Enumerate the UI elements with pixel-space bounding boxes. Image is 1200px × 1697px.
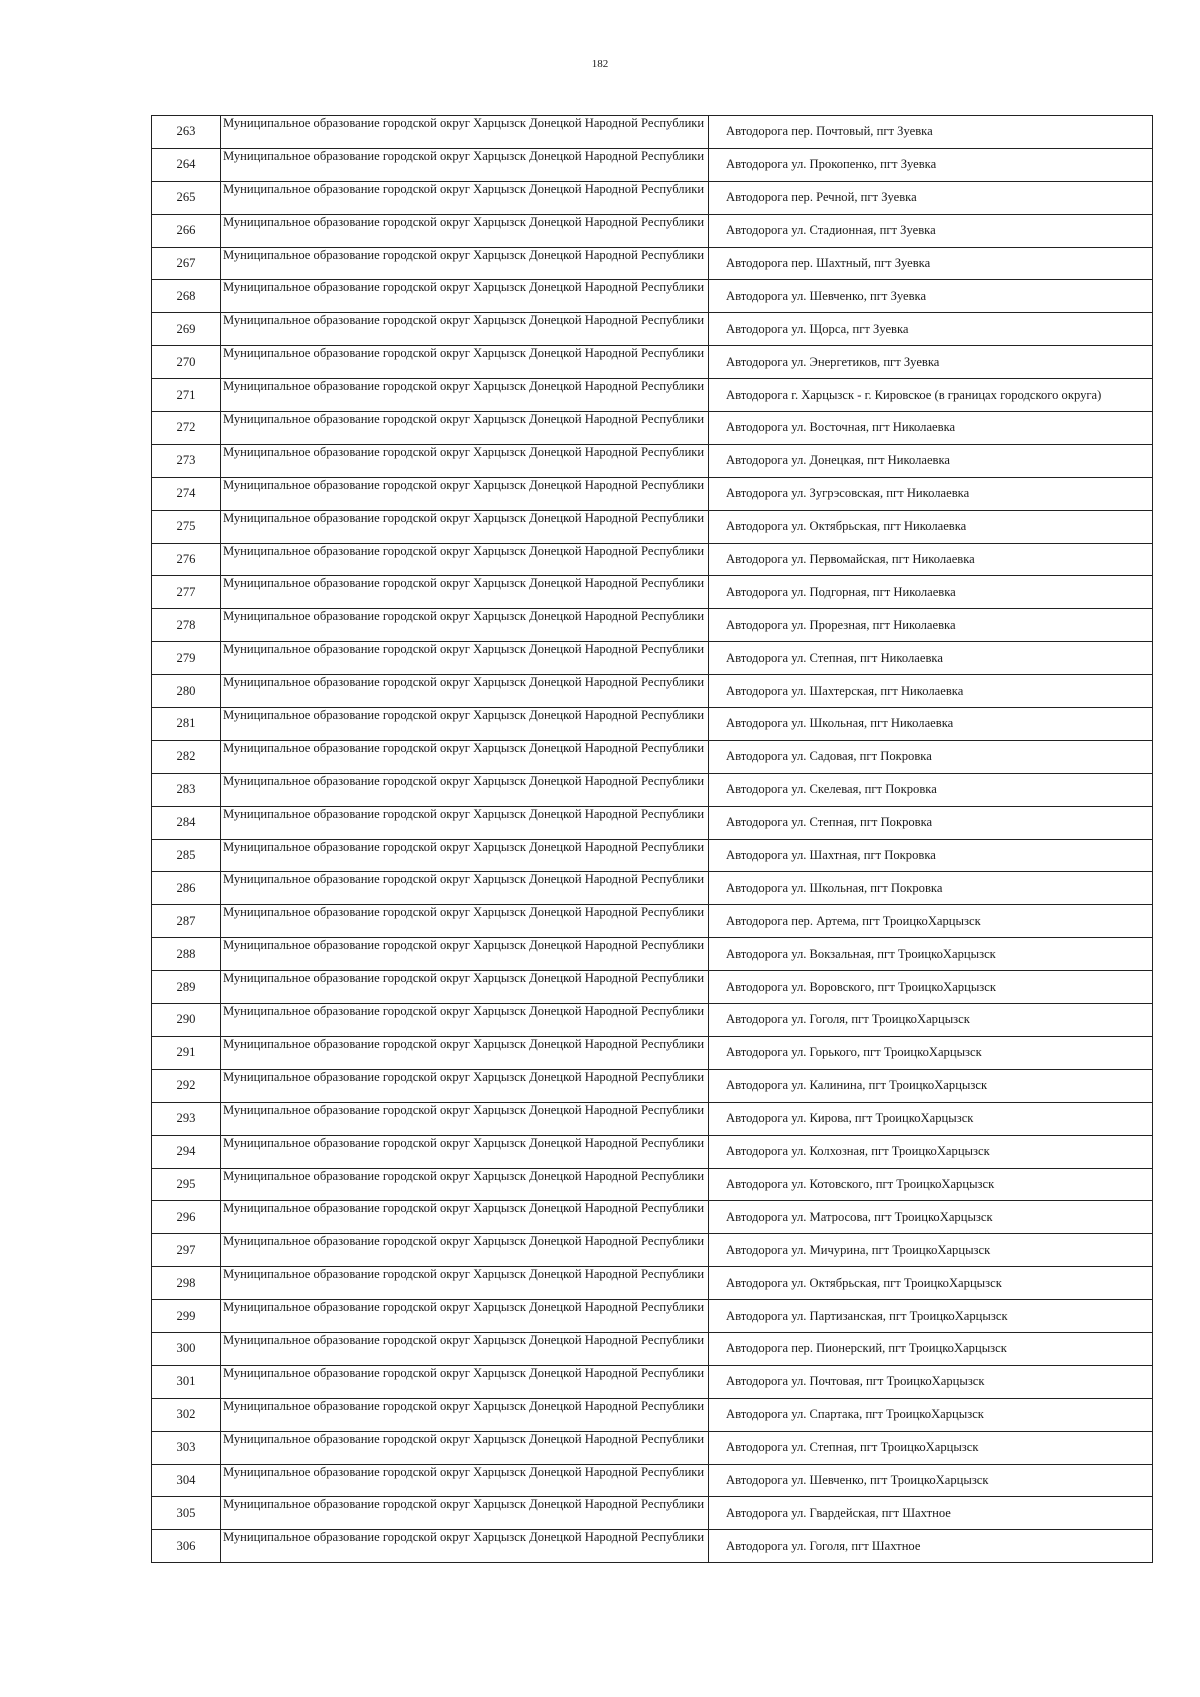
row-number-cell: 304 bbox=[152, 1464, 221, 1497]
road-name-cell: Автодорога ул. Школьная, пгт Николаевка bbox=[709, 708, 1153, 741]
row-number-cell: 300 bbox=[152, 1332, 221, 1365]
municipality-cell: Муниципальное образование городской округ Харцызск Донецкой Народной Республики bbox=[221, 905, 709, 938]
road-name-cell: Автодорога ул. Партизанская, пгт ТроицкоХарцызск bbox=[709, 1300, 1153, 1333]
municipality-cell: Муниципальное образование городской округ Харцызск Донецкой Народной Республики bbox=[221, 971, 709, 1004]
row-number-cell: 271 bbox=[152, 379, 221, 412]
road-name-cell: Автодорога ул. Скелевая, пгт Покровка bbox=[709, 773, 1153, 806]
row-number-cell: 267 bbox=[152, 247, 221, 280]
row-number-cell: 272 bbox=[152, 412, 221, 445]
table-row bbox=[152, 1036, 1153, 1069]
row-number-cell: 299 bbox=[152, 1300, 221, 1333]
table-row bbox=[152, 675, 1153, 708]
table-row bbox=[152, 1069, 1153, 1102]
row-number-cell: 305 bbox=[152, 1497, 221, 1530]
row-number-cell: 306 bbox=[152, 1530, 221, 1563]
row-number-cell: 298 bbox=[152, 1267, 221, 1300]
row-number-cell: 302 bbox=[152, 1398, 221, 1431]
table-row bbox=[152, 510, 1153, 543]
road-name-cell: Автодорога ул. Степная, пгт Николаевка bbox=[709, 642, 1153, 675]
row-number-cell: 279 bbox=[152, 642, 221, 675]
municipality-cell: Муниципальное образование городской округ Харцызск Донецкой Народной Республики bbox=[221, 642, 709, 675]
municipality-cell: Муниципальное образование городской округ Харцызск Донецкой Народной Республики bbox=[221, 1069, 709, 1102]
row-number-cell: 290 bbox=[152, 1004, 221, 1037]
road-registry-table bbox=[151, 115, 1153, 1563]
municipality-cell: Муниципальное образование городской округ Харцызск Донецкой Народной Республики bbox=[221, 1201, 709, 1234]
road-name-cell: Автодорога ул. Восточная, пгт Николаевка bbox=[709, 412, 1153, 445]
municipality-cell: Муниципальное образование городской округ Харцызск Донецкой Народной Республики bbox=[221, 412, 709, 445]
row-number-cell: 278 bbox=[152, 609, 221, 642]
municipality-cell: Муниципальное образование городской округ Харцызск Донецкой Народной Республики bbox=[221, 214, 709, 247]
row-number-cell: 277 bbox=[152, 576, 221, 609]
table-row bbox=[152, 313, 1153, 346]
road-name-cell: Автодорога ул. Прокопенко, пгт Зуевка bbox=[709, 148, 1153, 181]
municipality-cell: Муниципальное образование городской округ Харцызск Донецкой Народной Республики bbox=[221, 1004, 709, 1037]
road-name-cell: Автодорога ул. Воровского, пгт ТроицкоХарцызск bbox=[709, 971, 1153, 1004]
road-name-cell: Автодорога ул. Почтовая, пгт ТроицкоХарцызск bbox=[709, 1365, 1153, 1398]
road-name-cell: Автодорога ул. Гоголя, пгт Шахтное bbox=[709, 1530, 1153, 1563]
road-name-cell: Автодорога ул. Степная, пгт ТроицкоХарцызск bbox=[709, 1431, 1153, 1464]
row-number-cell: 288 bbox=[152, 938, 221, 971]
municipality-cell: Муниципальное образование городской округ Харцызск Донецкой Народной Республики bbox=[221, 938, 709, 971]
road-name-cell: Автодорога ул. Шевченко, пгт ТроицкоХарцызск bbox=[709, 1464, 1153, 1497]
row-number-cell: 291 bbox=[152, 1036, 221, 1069]
table-row bbox=[152, 1431, 1153, 1464]
road-name-cell: Автодорога ул. Октябрьская, пгт ТроицкоХарцызск bbox=[709, 1267, 1153, 1300]
table-row bbox=[152, 905, 1153, 938]
municipality-cell: Муниципальное образование городской округ Харцызск Донецкой Народной Республики bbox=[221, 444, 709, 477]
table-row bbox=[152, 1530, 1153, 1563]
municipality-cell: Муниципальное образование городской округ Харцызск Донецкой Народной Республики bbox=[221, 1234, 709, 1267]
table-row bbox=[152, 1168, 1153, 1201]
row-number-cell: 266 bbox=[152, 214, 221, 247]
road-name-cell: Автодорога ул. Стадионная, пгт Зуевка bbox=[709, 214, 1153, 247]
municipality-cell: Муниципальное образование городской округ Харцызск Донецкой Народной Республики bbox=[221, 1497, 709, 1530]
table-row bbox=[152, 1300, 1153, 1333]
row-number-cell: 264 bbox=[152, 148, 221, 181]
table-row bbox=[152, 740, 1153, 773]
road-name-cell: Автодорога ул. Шевченко, пгт Зуевка bbox=[709, 280, 1153, 313]
row-number-cell: 280 bbox=[152, 675, 221, 708]
table-row bbox=[152, 642, 1153, 675]
road-name-cell: Автодорога пер. Речной, пгт Зуевка bbox=[709, 181, 1153, 214]
table-row bbox=[152, 346, 1153, 379]
row-number-cell: 274 bbox=[152, 477, 221, 510]
road-name-cell: Автодорога ул. Шахтная, пгт Покровка bbox=[709, 839, 1153, 872]
row-number-cell: 289 bbox=[152, 971, 221, 1004]
table-row bbox=[152, 1102, 1153, 1135]
municipality-cell: Муниципальное образование городской округ Харцызск Донецкой Народной Республики bbox=[221, 1168, 709, 1201]
road-name-cell: Автодорога ул. Октябрьская, пгт Николаевка bbox=[709, 510, 1153, 543]
row-number-cell: 283 bbox=[152, 773, 221, 806]
road-name-cell: Автодорога ул. Колхозная, пгт ТроицкоХарцызск bbox=[709, 1135, 1153, 1168]
row-number-cell: 301 bbox=[152, 1365, 221, 1398]
table-body bbox=[152, 116, 1153, 1563]
municipality-cell: Муниципальное образование городской округ Харцызск Донецкой Народной Республики bbox=[221, 1300, 709, 1333]
row-number-cell: 293 bbox=[152, 1102, 221, 1135]
road-name-cell: Автодорога ул. Спартака, пгт ТроицкоХарцызск bbox=[709, 1398, 1153, 1431]
row-number-cell: 284 bbox=[152, 806, 221, 839]
road-name-cell: Автодорога ул. Зугрэсовская, пгт Николаевка bbox=[709, 477, 1153, 510]
row-number-cell: 294 bbox=[152, 1135, 221, 1168]
road-name-cell: Автодорога пер. Пионерский, пгт ТроицкоХарцызск bbox=[709, 1332, 1153, 1365]
table-row bbox=[152, 543, 1153, 576]
municipality-cell: Муниципальное образование городской округ Харцызск Донецкой Народной Республики bbox=[221, 510, 709, 543]
table-row bbox=[152, 938, 1153, 971]
municipality-cell: Муниципальное образование городской округ Харцызск Донецкой Народной Республики bbox=[221, 576, 709, 609]
road-name-cell: Автодорога ул. Подгорная, пгт Николаевка bbox=[709, 576, 1153, 609]
road-name-cell: Автодорога ул. Садовая, пгт Покровка bbox=[709, 740, 1153, 773]
row-number-cell: 287 bbox=[152, 905, 221, 938]
road-name-cell: Автодорога ул. Кирова, пгт ТроицкоХарцызск bbox=[709, 1102, 1153, 1135]
municipality-cell: Муниципальное образование городской округ Харцызск Донецкой Народной Республики bbox=[221, 1332, 709, 1365]
row-number-cell: 297 bbox=[152, 1234, 221, 1267]
municipality-cell: Муниципальное образование городской округ Харцызск Донецкой Народной Республики bbox=[221, 872, 709, 905]
table-row bbox=[152, 806, 1153, 839]
table-row bbox=[152, 379, 1153, 412]
municipality-cell: Муниципальное образование городской округ Харцызск Донецкой Народной Республики bbox=[221, 740, 709, 773]
road-name-cell: Автодорога ул. Шахтерская, пгт Николаевка bbox=[709, 675, 1153, 708]
table-row bbox=[152, 1135, 1153, 1168]
table-row bbox=[152, 1365, 1153, 1398]
municipality-cell: Муниципальное образование городской округ Харцызск Донецкой Народной Республики bbox=[221, 280, 709, 313]
municipality-cell: Муниципальное образование городской округ Харцызск Донецкой Народной Республики bbox=[221, 1365, 709, 1398]
table-row bbox=[152, 773, 1153, 806]
road-name-cell: Автодорога ул. Котовского, пгт ТроицкоХарцызск bbox=[709, 1168, 1153, 1201]
row-number-cell: 296 bbox=[152, 1201, 221, 1234]
row-number-cell: 285 bbox=[152, 839, 221, 872]
municipality-cell: Муниципальное образование городской округ Харцызск Донецкой Народной Республики bbox=[221, 708, 709, 741]
municipality-cell: Муниципальное образование городской округ Харцызск Донецкой Народной Республики bbox=[221, 806, 709, 839]
municipality-cell: Муниципальное образование городской округ Харцызск Донецкой Народной Республики bbox=[221, 116, 709, 149]
municipality-cell: Муниципальное образование городской округ Харцызск Донецкой Народной Республики bbox=[221, 148, 709, 181]
municipality-cell: Муниципальное образование городской округ Харцызск Донецкой Народной Республики bbox=[221, 1267, 709, 1300]
road-name-cell: Автодорога ул. Калинина, пгт ТроицкоХарцызск bbox=[709, 1069, 1153, 1102]
road-name-cell: Автодорога ул. Вокзальная, пгт ТроицкоХарцызск bbox=[709, 938, 1153, 971]
municipality-cell: Муниципальное образование городской округ Харцызск Донецкой Народной Республики bbox=[221, 379, 709, 412]
municipality-cell: Муниципальное образование городской округ Харцызск Донецкой Народной Республики bbox=[221, 1431, 709, 1464]
municipality-cell: Муниципальное образование городской округ Харцызск Донецкой Народной Республики bbox=[221, 1135, 709, 1168]
municipality-cell: Муниципальное образование городской округ Харцызск Донецкой Народной Республики bbox=[221, 346, 709, 379]
row-number-cell: 270 bbox=[152, 346, 221, 379]
row-number-cell: 273 bbox=[152, 444, 221, 477]
table-row bbox=[152, 708, 1153, 741]
municipality-cell: Муниципальное образование городской округ Харцызск Донецкой Народной Республики bbox=[221, 839, 709, 872]
row-number-cell: 282 bbox=[152, 740, 221, 773]
table-row bbox=[152, 444, 1153, 477]
municipality-cell: Муниципальное образование городской округ Харцызск Донецкой Народной Республики bbox=[221, 543, 709, 576]
table-row bbox=[152, 148, 1153, 181]
municipality-cell: Муниципальное образование городской округ Харцызск Донецкой Народной Республики bbox=[221, 313, 709, 346]
road-name-cell: Автодорога ул. Щорса, пгт Зуевка bbox=[709, 313, 1153, 346]
municipality-cell: Муниципальное образование городской округ Харцызск Донецкой Народной Республики bbox=[221, 1464, 709, 1497]
table-row bbox=[152, 1234, 1153, 1267]
road-name-cell: Автодорога г. Харцызск - г. Кировское (в границах городского округа) bbox=[709, 379, 1153, 412]
row-number-cell: 268 bbox=[152, 280, 221, 313]
municipality-cell: Муниципальное образование городской округ Харцызск Донецкой Народной Республики bbox=[221, 1036, 709, 1069]
road-name-cell: Автодорога ул. Прорезная, пгт Николаевка bbox=[709, 609, 1153, 642]
row-number-cell: 281 bbox=[152, 708, 221, 741]
road-name-cell: Автодорога ул. Первомайская, пгт Николаевка bbox=[709, 543, 1153, 576]
road-name-cell: Автодорога ул. Степная, пгт Покровка bbox=[709, 806, 1153, 839]
page-number: 182 bbox=[591, 58, 609, 70]
table-row bbox=[152, 1267, 1153, 1300]
road-name-cell: Автодорога пер. Шахтный, пгт Зуевка bbox=[709, 247, 1153, 280]
row-number-cell: 269 bbox=[152, 313, 221, 346]
table-row bbox=[152, 839, 1153, 872]
table-row bbox=[152, 280, 1153, 313]
row-number-cell: 265 bbox=[152, 181, 221, 214]
table-row bbox=[152, 1004, 1153, 1037]
row-number-cell: 275 bbox=[152, 510, 221, 543]
municipality-cell: Муниципальное образование городской округ Харцызск Донецкой Народной Республики bbox=[221, 609, 709, 642]
table-row bbox=[152, 214, 1153, 247]
road-name-cell: Автодорога ул. Гвардейская, пгт Шахтное bbox=[709, 1497, 1153, 1530]
municipality-cell: Муниципальное образование городской округ Харцызск Донецкой Народной Республики bbox=[221, 1530, 709, 1563]
table-row bbox=[152, 971, 1153, 1004]
row-number-cell: 292 bbox=[152, 1069, 221, 1102]
table-row bbox=[152, 1464, 1153, 1497]
municipality-cell: Муниципальное образование городской округ Харцызск Донецкой Народной Республики bbox=[221, 675, 709, 708]
municipality-cell: Муниципальное образование городской округ Харцызск Донецкой Народной Республики bbox=[221, 1398, 709, 1431]
table-row bbox=[152, 116, 1153, 149]
row-number-cell: 303 bbox=[152, 1431, 221, 1464]
municipality-cell: Муниципальное образование городской округ Харцызск Донецкой Народной Республики bbox=[221, 181, 709, 214]
table-row bbox=[152, 412, 1153, 445]
table-row bbox=[152, 1201, 1153, 1234]
road-name-cell: Автодорога ул. Школьная, пгт Покровка bbox=[709, 872, 1153, 905]
table-row bbox=[152, 247, 1153, 280]
row-number-cell: 295 bbox=[152, 1168, 221, 1201]
table-row bbox=[152, 477, 1153, 510]
municipality-cell: Муниципальное образование городской округ Харцызск Донецкой Народной Республики bbox=[221, 773, 709, 806]
road-name-cell: Автодорога пер. Артема, пгт ТроицкоХарцызск bbox=[709, 905, 1153, 938]
road-name-cell: Автодорога ул. Горького, пгт ТроицкоХарцызск bbox=[709, 1036, 1153, 1069]
road-name-cell: Автодорога ул. Гоголя, пгт ТроицкоХарцызск bbox=[709, 1004, 1153, 1037]
row-number-cell: 286 bbox=[152, 872, 221, 905]
road-name-cell: Автодорога ул. Донецкая, пгт Николаевка bbox=[709, 444, 1153, 477]
municipality-cell: Муниципальное образование городской округ Харцызск Донецкой Народной Республики bbox=[221, 247, 709, 280]
table-row bbox=[152, 1332, 1153, 1365]
table-row bbox=[152, 872, 1153, 905]
table-row bbox=[152, 181, 1153, 214]
table-row bbox=[152, 1497, 1153, 1530]
table-row bbox=[152, 576, 1153, 609]
road-name-cell: Автодорога ул. Мичурина, пгт ТроицкоХарцызск bbox=[709, 1234, 1153, 1267]
municipality-cell: Муниципальное образование городской округ Харцызск Донецкой Народной Республики bbox=[221, 1102, 709, 1135]
table-row bbox=[152, 1398, 1153, 1431]
municipality-cell: Муниципальное образование городской округ Харцызск Донецкой Народной Республики bbox=[221, 477, 709, 510]
row-number-cell: 276 bbox=[152, 543, 221, 576]
road-name-cell: Автодорога пер. Почтовый, пгт Зуевка bbox=[709, 116, 1153, 149]
road-name-cell: Автодорога ул. Матросова, пгт ТроицкоХарцызск bbox=[709, 1201, 1153, 1234]
road-name-cell: Автодорога ул. Энергетиков, пгт Зуевка bbox=[709, 346, 1153, 379]
row-number-cell: 263 bbox=[152, 116, 221, 149]
table-row bbox=[152, 609, 1153, 642]
